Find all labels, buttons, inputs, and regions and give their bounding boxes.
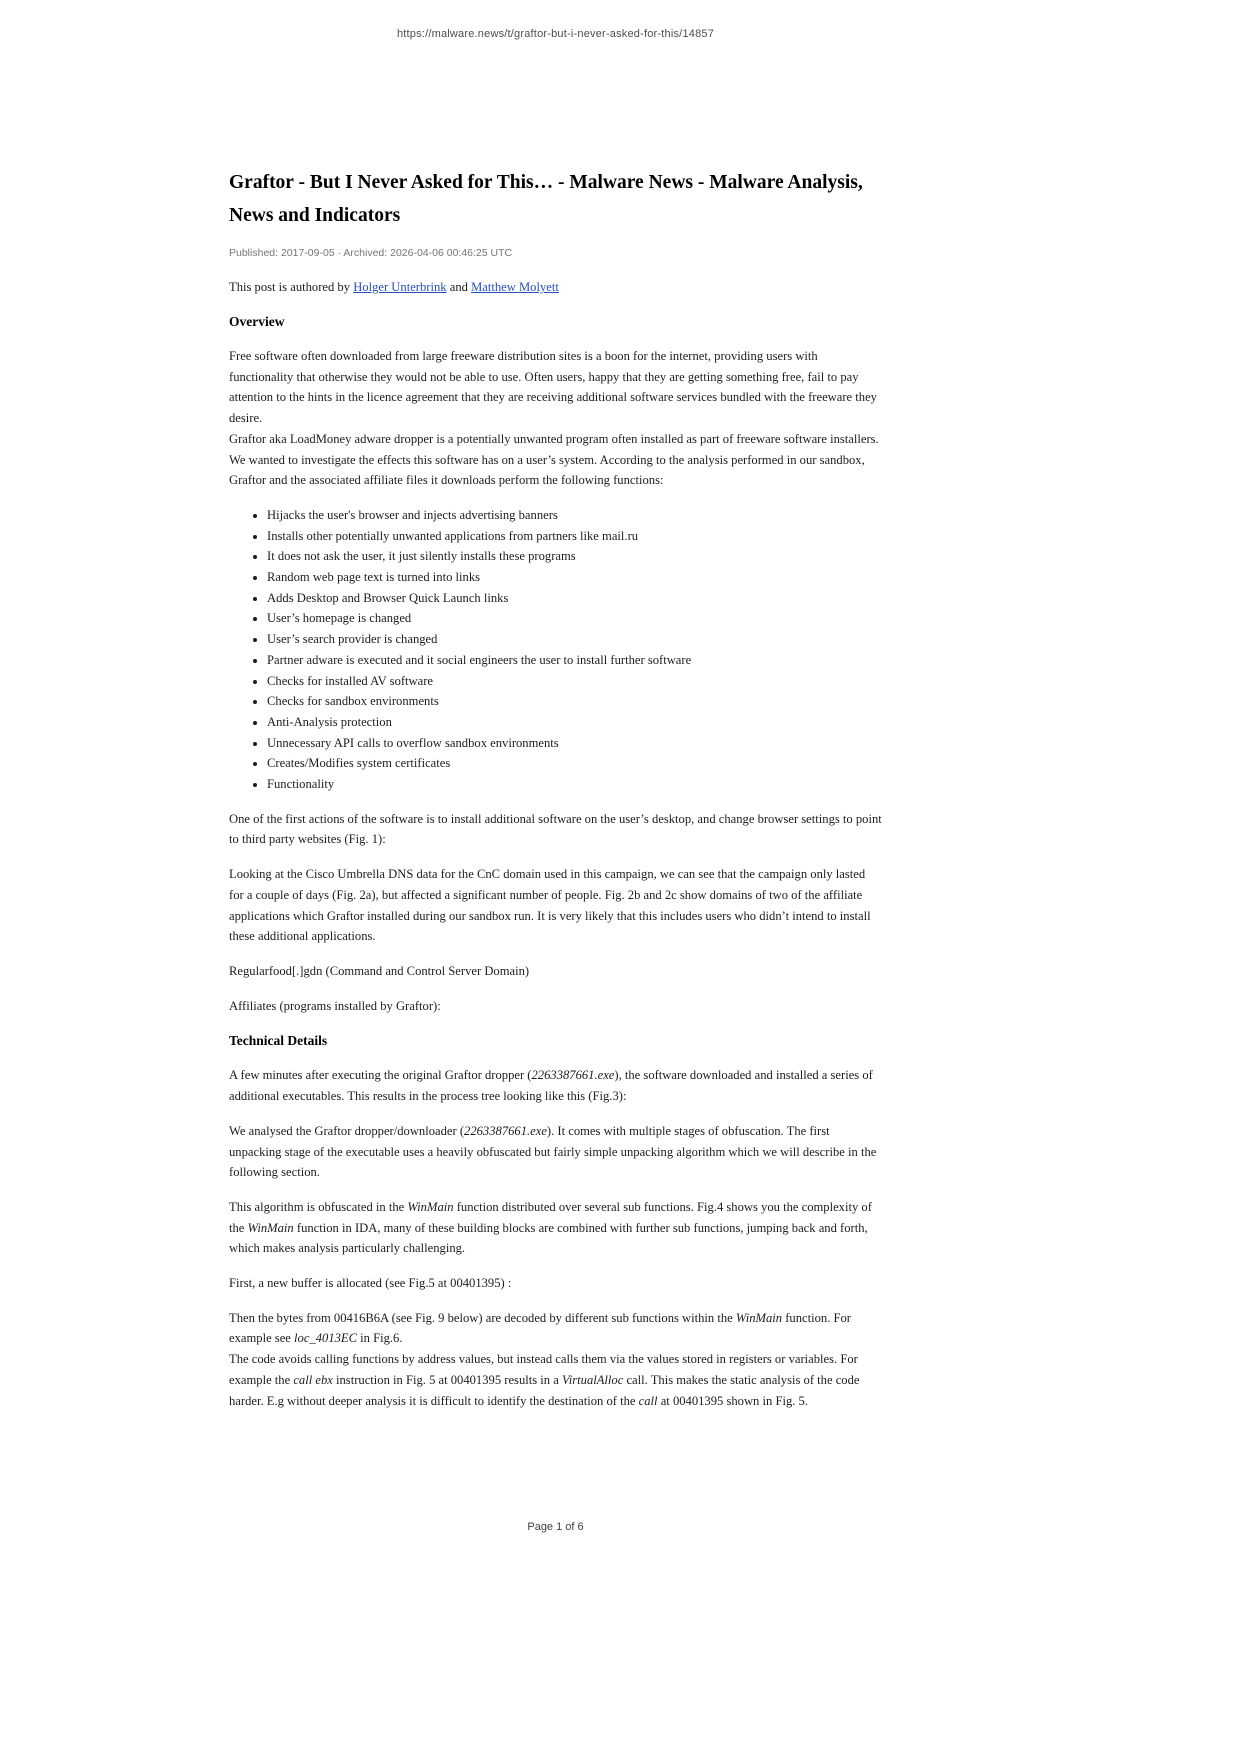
list-item: • Adds Desktop and Browser Quick Launch links bbox=[267, 588, 882, 609]
list-item: • Checks for sandbox environments bbox=[267, 691, 882, 712]
text-segment: function. For example see bbox=[229, 1310, 852, 1346]
author-link-holger-unterbrink[interactable]: Holger Unterbrink bbox=[353, 280, 447, 294]
text-segment: ), the software downloaded and installed a series of additional executables. This results in the process tree looking like this (Fig.3): bbox=[229, 1068, 873, 1104]
api-name-italic: VirtualAlloc bbox=[561, 1372, 624, 1387]
text-segment: A few minutes after executing the original Graftor dropper ( bbox=[229, 1068, 532, 1083]
list-item: • Partner adware is executed and it social engineers the user to install further software bbox=[267, 650, 882, 671]
technical-paragraph-2 bbox=[229, 1121, 882, 1183]
text-segment: call. This makes the static analysis of the code harder. E.g without deeper analysis it is difficult to identify the destination of the bbox=[229, 1372, 860, 1408]
label-name-italic: loc_4013EC bbox=[294, 1331, 358, 1346]
byline-prefix: This post is authored by bbox=[229, 280, 354, 294]
text-segment: Then the bytes from 00416B6A (see Fig. 9 below) are decoded by different sub functions within the bbox=[229, 1310, 736, 1325]
list-item: • Hijacks the user's browser and injects advertising banners bbox=[267, 505, 882, 526]
page-url: https://malware.news/t/graftor-but-i-never-asked-for-this/14857 bbox=[396, 28, 715, 40]
technical-paragraph-3 bbox=[229, 1197, 882, 1259]
technical-paragraph-1 bbox=[229, 1065, 882, 1106]
cnc-domain-line: Regularfood[.]gdn (Command and Control Server Domain) bbox=[229, 963, 530, 978]
list-item: • Anti-Analysis protection bbox=[267, 712, 882, 733]
function-name-italic: WinMain bbox=[407, 1199, 454, 1214]
text-segment: We analysed the Graftor dropper/downloader ( bbox=[229, 1123, 465, 1138]
list-item: • Functionality bbox=[267, 774, 882, 795]
section-heading-technical-details: Technical Details bbox=[229, 1033, 328, 1049]
overview-paragraph-1: Free software often downloaded from large freeware distribution sites is a boon for the internet, providing users with functionality that otherwise they would not be able to use. Often users, happy that they are getting something free, fail to pay attention to the hints in the licence agreement that they are receiving additional software services bundled with the freeware they desire. bbox=[229, 349, 877, 426]
text-segment: The code avoids calling functions by address values, but instead calls them via the values stored in registers or variables. For example the bbox=[229, 1352, 858, 1387]
technical-paragraph-6 bbox=[229, 1349, 882, 1411]
overview-paragraph-4: Looking at the Cisco Umbrella DNS data for the CnC domain used in this campaign, we can see that the campaign only lasted for a couple of days (Fig. 2a), but affected a significant number of people. Fig. 2b and 2c show domains of two of the affiliate applications which Graftor installed during our sandbox run. It is very likely that this includes users who didn’t intend to install these additional applications. bbox=[229, 867, 871, 944]
technical-paragraph-4: First, a new buffer is allocated (see Fig.5 at 00401395) : bbox=[229, 1276, 512, 1291]
text-segment: in Fig.6. bbox=[357, 1331, 403, 1346]
list-item: • Random web page text is turned into links bbox=[267, 567, 882, 588]
text-segment: This algorithm is obfuscated in the bbox=[229, 1199, 408, 1214]
list-item: • Installs other potentially unwanted applications from partners like mail.ru bbox=[267, 526, 882, 547]
text-segment: ). It comes with multiple stages of obfuscation. The first unpacking stage of the executable uses a heavily obfuscated but fairly simple unpacking algorithm which we will describe in the following section. bbox=[229, 1123, 877, 1180]
instruction-italic: call bbox=[638, 1393, 658, 1408]
function-name-italic: WinMain bbox=[735, 1310, 783, 1325]
text-segment: function in IDA, many of these building blocks are combined with further sub functions, jumping back and forth, which makes analysis particularly challenging. bbox=[229, 1220, 868, 1256]
article-title: Graftor - But I Never Asked for This… - Malware News - Malware Analysis, News and Indicators bbox=[229, 172, 863, 226]
list-item: • Creates/Modifies system certificates bbox=[267, 753, 882, 774]
function-name-italic: WinMain bbox=[247, 1220, 294, 1235]
text-segment: function distributed over several sub functions. Fig.4 shows you the complexity of the bbox=[229, 1199, 872, 1235]
affiliates-line: Affiliates (programs installed by Graftor): bbox=[229, 998, 441, 1013]
overview-paragraph-3: One of the first actions of the software is to install additional software on the user’s desktop, and change browser settings to point to third party websites (Fig. 1): bbox=[229, 811, 882, 847]
technical-paragraph-5 bbox=[229, 1308, 882, 1349]
section-heading-overview: Overview bbox=[229, 314, 285, 329]
page-number: Page 1 of 6 bbox=[527, 1521, 584, 1533]
author-link-matthew-molyett[interactable]: Matthew Molyett bbox=[471, 280, 559, 294]
filename-italic: 2263387661.exe bbox=[464, 1123, 547, 1138]
overview-paragraph-2: Graftor aka LoadMoney adware dropper is a potentially unwanted program often installed as part of freeware software installers. We wanted to investigate the effects this software has on a user’s system. According to the analysis performed in our sandbox, Graftor and the associated affiliate files it downloads perform the following functions: bbox=[229, 431, 879, 488]
list-item: • Checks for installed AV software bbox=[267, 671, 882, 692]
list-item: • User’s search provider is changed bbox=[267, 629, 882, 650]
list-item: • User’s homepage is changed bbox=[267, 608, 882, 629]
byline bbox=[229, 277, 882, 297]
published-archived-meta: Published: 2017-09-05 · Archived: 2026-04-06 00:46:25 UTC bbox=[229, 247, 513, 259]
instruction-italic: call ebx bbox=[293, 1372, 333, 1387]
text-segment: instruction in Fig. 5 at 00401395 results in a bbox=[332, 1372, 562, 1387]
byline-conjunction: and bbox=[446, 280, 472, 294]
filename-italic: 2263387661.exe bbox=[531, 1068, 615, 1083]
bullet-list bbox=[229, 505, 882, 795]
list-item: • Unnecessary API calls to overflow sandbox environments bbox=[267, 733, 882, 754]
text-segment: at 00401395 shown in Fig. 5. bbox=[657, 1393, 808, 1408]
article bbox=[229, 166, 882, 1425]
list-item: • It does not ask the user, it just silently installs these programs bbox=[267, 546, 882, 567]
